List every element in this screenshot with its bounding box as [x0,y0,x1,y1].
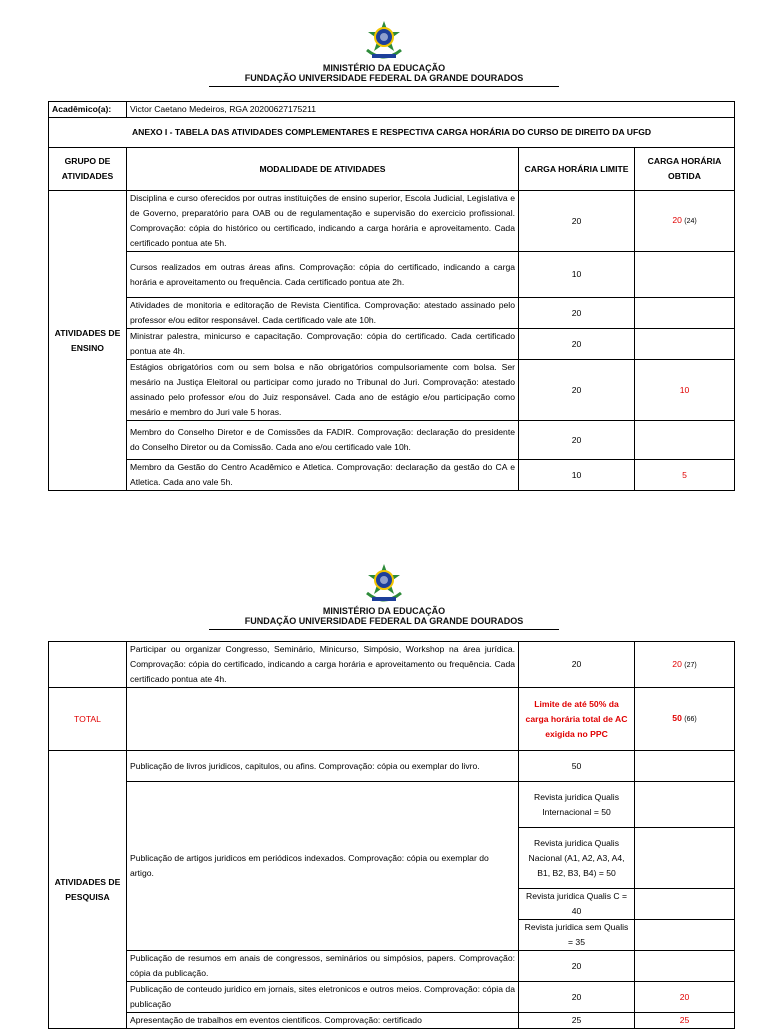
table-row [49,298,735,329]
obtained-value: 5 [635,460,735,491]
limit-value: 10 [519,252,635,298]
limit-value: 20 [519,360,635,421]
obtained-value [635,298,735,329]
obtained-empty [635,951,735,982]
table-row [49,751,735,782]
table-row-cut [49,1013,735,1029]
total-label: TOTAL [49,688,127,751]
page-header [0,563,768,630]
ministry-title: MINISTÉRIO DA EDUCAÇÃO [322,606,446,616]
col-group-header: GRUPO DE ATIVIDADES [49,148,127,191]
header-divider [209,86,559,87]
limit-value: 20 [519,298,635,329]
activity-description: Publicação de livros juridicos, capitulos, ou afins. Comprovação: cópia ou exemplar do livro. [127,751,519,782]
activity-description: Membro do Conselho Diretor e de Comissões da FADIR. Comprovação: declaração do presidente do Conselho Diretor ou da Comissão. Cada ano e/ou certificado vale 10h. [127,421,519,460]
limit-value: 20 [519,951,635,982]
student-label: Acadêmico(a): [49,102,127,118]
total-obtained-value: 50 [672,713,682,723]
limit-value: 20 [519,982,635,1013]
table-row [49,460,735,491]
limit-value: 10 [519,460,635,491]
obtained-value: 20 [672,658,682,669]
activity-description: Cursos realizados em outras áreas afins. Comprovação: cópia do certificado, indicando a carga horária e aproveitamento ou frequência. Cada certificado pontua ate 2h. [127,252,519,298]
university-title: FUNDAÇÃO UNIVERSIDADE FEDERAL DA GRANDE DOURADOS [244,616,524,626]
obtained-value [635,329,735,360]
activity-description: Publicação de conteudo juridico em jornais, sites eletronicos e outros meios. Comprovação: cópia da publicação [127,982,519,1013]
col-modality-header: MODALIDADE DE ATIVIDADES [127,148,519,191]
obtained-note: (27) [684,661,697,669]
activity-description: Estágios obrigatórios com ou sem bolsa e não obrigatórios compulsoriamente com bolsa. Ser mesário na Justiça Eleitoral ou participar como jurado no Tribunal do Juri. Comprovação: atestado assinado pelo professor e/ou do Juiz responsável. Cada ano de estágio e/ou participação como mesário e membro do Juri vale 5 horas. [127,360,519,421]
header-divider [209,629,559,630]
limit-value: 20 [519,642,635,688]
page-header [0,20,768,87]
student-value: Victor Caetano Medeiros, RGA 20200627175211 [127,102,735,118]
obtained-value: 10 [635,360,735,421]
total-obtained-note: (66) [684,716,697,723]
activity-description: Participar ou organizar Congresso, Seminário, Minicurso, Simpósio, Workshop na área jurídica. Comprovação: cópia do certificado, indicando a carga horária e aproveitamento ou frequência. Cada certificado pontua ate 4h. [127,642,519,688]
empty-group-cell [49,642,127,688]
activity-description: Membro da Gestão do Centro Acadêmico e Atletica. Comprovação: declaração da gestão do CA e Atletica. Cada ano vale 5h. [127,460,519,491]
table-row [49,252,735,298]
col-obtained-header: CARGA HORÁRIA OBTIDA [635,148,735,191]
obtained-empty [635,751,735,782]
brazil-coat-of-arms-icon [362,563,406,605]
article-option: Revista juridica sem Qualis = 35 [519,920,635,951]
activity-description: Publicação de artigos juridicos em periódicos indexados. Comprovação: cópia ou exemplar do artigo. [127,782,519,951]
activity-description: Ministrar palestra, minicurso e capacitação. Comprovação: cópia do certificado. Cada certificado pontua ate 4h. [127,329,519,360]
table-row [49,642,735,688]
table-row [49,329,735,360]
obtained-value: 20 [672,215,682,225]
obtained-cell [635,191,735,252]
activity-description: Disciplina e curso oferecidos por outras instituições de ensino superior, Escola Judicial, Legislativa e de Governo, preparatório para OAB ou de regulamentação e supervisão do exercicio profissional. Comprovação: cópia do histórico ou certificado, indicando a carga horária e aproveitamento. Cada certificado pontua ate 5h. [127,191,519,252]
obtained-empty [635,782,735,828]
activity-description: Publicação de resumos em anais de congressos, seminários ou simpósios, papers. Comprovação: cópia da publicação. [127,951,519,982]
group-research: ATIVIDADES DE PESQUISA [49,751,127,1029]
col-limit-header: CARGA HORÁRIA LIMITE [519,148,635,191]
limit-value: 20 [519,191,635,252]
limit-value: 50 [519,751,635,782]
obtained-empty [635,920,735,951]
annex-title: ANEXO I - TABELA DAS ATIVIDADES COMPLEMENTARES E RESPECTIVA CARGA HORÁRIA DO CURSO DE DIREITO DA UFGD [49,118,735,148]
limit-value: 25 [519,1013,635,1029]
table-row [49,951,735,982]
obtained-empty [635,889,735,920]
total-limit-note: Limite de até 50% da carga horária total de AC exigida no PPC [519,688,635,751]
limit-value: 20 [519,421,635,460]
obtained-value: 20 [635,982,735,1013]
table-row [49,982,735,1013]
activities-table-1 [48,101,735,491]
obtained-value [635,252,735,298]
article-option: Revista juridica Qualis C = 40 [519,889,635,920]
limit-value: 20 [519,329,635,360]
obtained-value: 25 [635,1013,735,1029]
group-teaching: ATIVIDADES DE ENSINO [49,191,127,491]
article-option: Revista juridica Qualis Internacional = 50 [519,782,635,828]
university-title: FUNDAÇÃO UNIVERSIDADE FEDERAL DA GRANDE DOURADOS [244,73,524,83]
obtained-note: (24) [684,218,697,225]
student-row [49,102,735,118]
obtained-value [635,421,735,460]
total-row [49,688,735,751]
brazil-coat-of-arms-icon [362,20,406,62]
obtained-empty [635,828,735,889]
table-row [49,782,735,828]
article-option: Revista juridica Qualis Nacional (A1, A2, A3, A4, B1, B2, B3, B4) = 50 [519,828,635,889]
total-empty-cell [127,688,519,751]
total-obtained-cell [635,688,735,751]
activity-description: Apresentação de trabalhos em eventos cientificos. Comprovação: certificado [127,1013,519,1029]
obtained-cell [635,642,735,688]
table-row [49,421,735,460]
column-header-row [49,148,735,191]
activity-description: Atividades de monitoria e editoração de Revista Cientifica. Comprovação: atestado assinado pelo professor e/ou editor responsável. Cada certificado vale ate 10h. [127,298,519,329]
ministry-title: MINISTÉRIO DA EDUCAÇÃO [322,63,446,73]
table-row [49,191,735,252]
annex-title-row [49,118,735,148]
activities-table-2 [48,641,735,1029]
table-row [49,360,735,421]
